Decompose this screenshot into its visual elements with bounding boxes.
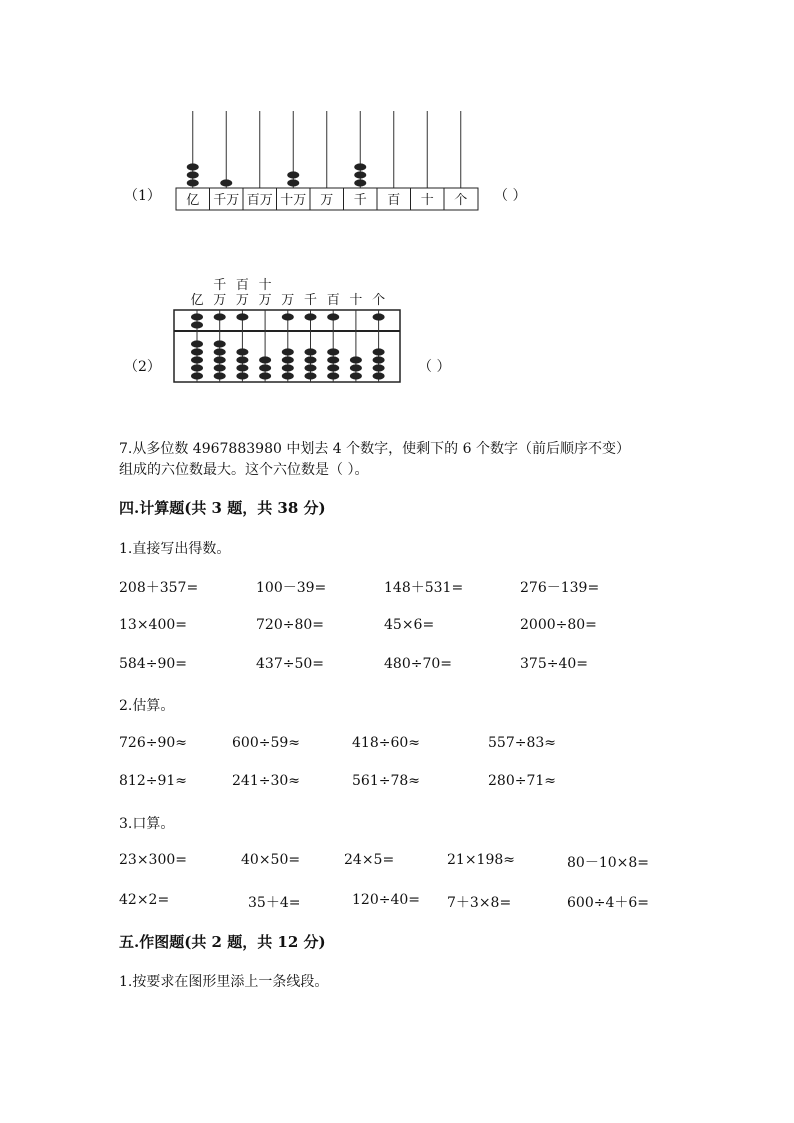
q3-problem: 600÷4＋6= [567,895,649,911]
abacus2-lower-bead [191,340,203,347]
abacus2-lower-bead [305,356,317,363]
abacus2-lower-bead [327,372,339,379]
q2-problem: 812÷91≈ [119,773,187,789]
abacus1-place-label: 千 [353,193,367,208]
abacus2-lower-bead [236,356,248,363]
q2-problem: 561÷78≈ [352,773,420,789]
q1-problem: 148＋531= [384,580,464,596]
q2-problem: 418÷60≈ [352,735,420,751]
q2-problem: 241÷30≈ [232,773,300,789]
abacus2-lower-bead [259,372,271,379]
abacus2-lower-bead [282,372,294,379]
abacus2-lower-bead [305,372,317,379]
q3-problem: 23×300= [119,852,187,868]
abacus2-lower-bead [305,364,317,371]
abacus2-lower-bead [282,364,294,371]
abacus2-lower-bead [214,340,226,347]
q1-problem: 375÷40= [520,656,588,672]
abacus2-place-label: 万 [213,293,227,308]
abacus1-place-label: 亿 [186,193,200,208]
q3-problem: 80－10×8= [567,855,649,871]
q3-problem: 42×2= [119,892,170,908]
abacus2-lower-bead [282,348,294,355]
abacus2-lower-bead [214,364,226,371]
q2-problem: 726÷90≈ [119,735,187,751]
q1-problem: 584÷90= [119,656,187,672]
abacus2-place-label: 万 [235,293,249,308]
section5-title: 五.作图题(共 2 题，共 12 分) [119,933,326,951]
abacus1-place-label: 百万 [246,193,273,208]
q2-problem: 557÷83≈ [488,735,556,751]
abacus2-lower-bead [350,372,362,379]
abacus1-bead [354,163,366,170]
abacus2-place-label: 千 [213,278,227,293]
abacus2-upper-bead [282,313,294,320]
abacus2-place-label: 百 [235,278,249,293]
q3-problem: 21×198≈ [447,852,515,868]
abacus2-place-label: 百 [326,293,340,308]
abacus2-place-label: 个 [372,293,386,308]
abacus1-place-label: 个 [454,193,468,208]
abacus2-lower-bead [373,348,385,355]
abacus2-lower-bead [327,348,339,355]
abacus2-lower-bead [373,364,385,371]
abacus2-label: （2） [124,359,161,375]
q7-line2: 组成的六位数最大。这个六位数是（ ）。 [119,462,369,478]
q3-problem: 35＋4= [248,895,301,911]
abacus2-lower-bead [327,356,339,363]
q3-problem: 40×50= [241,852,301,868]
q1-row-3 [0,656,794,676]
q3-problem: 120÷40= [352,892,420,908]
abacus1-place-label: 十 [420,193,434,208]
q2-row-1 [0,735,794,755]
abacus2-upper-bead [305,313,317,320]
abacus2-lower-bead [327,364,339,371]
abacus2-lower-bead [259,356,271,363]
abacus1-bead [220,179,232,186]
section4-title: 四.计算题(共 3 题，共 38 分) [119,499,326,517]
abacus2-lower-bead [191,364,203,371]
abacus1-bead [287,179,299,186]
abacus2-place-label: 十 [258,278,272,293]
abacus1-bead [354,179,366,186]
abacus2-lower-bead [236,364,248,371]
abacus2-place-label: 万 [258,293,272,308]
q3-row-1 [0,852,794,872]
q1-problem: 437÷50= [256,656,324,672]
q1-row-1 [0,577,794,597]
abacus2-place-label: 亿 [190,293,204,308]
abacus2-lower-bead [214,348,226,355]
q1-problem: 45×6= [384,617,435,633]
abacus2-lower-bead [305,348,317,355]
abacus1-place-label: 万 [320,193,334,208]
q1-problem: 2000÷80= [520,617,597,633]
abacus2-lower-bead [350,356,362,363]
abacus2-answer-blank[interactable]: （ ） [418,359,451,375]
abacus2-lower-bead [191,356,203,363]
abacus2-upper-bead [373,313,385,320]
abacus1-place-label: 百 [387,193,401,208]
abacus2-lower-bead [373,356,385,363]
q1-problem: 720÷80= [256,617,324,633]
q2-row-2 [0,773,794,793]
abacus1-bead [287,171,299,178]
q7-line1: 7.从多位数 4967883980 中划去 4 个数字，使剩下的 6 个数字（前后顺序不变） [119,441,630,457]
q1-problem: 100－39= [256,580,327,596]
q1-problem: 208＋357= [119,580,199,596]
abacus2-place-label: 万 [281,293,295,308]
q3-problem: 7＋3×8= [447,895,512,911]
q1-problem: 13×400= [119,617,187,633]
q1-row-2 [0,617,794,637]
abacus1-bead [354,171,366,178]
abacus2-lower-bead [191,348,203,355]
abacus1-place-label: 十万 [280,193,307,208]
q3-problem: 24×5= [344,852,395,868]
abacus1-figure [170,105,490,215]
section5-q1-title: 1.按要求在图形里添上一条线段。 [119,974,329,990]
abacus2-upper-bead [191,321,203,328]
abacus2-upper-bead [214,313,226,320]
abacus1-bead [187,163,199,170]
abacus2-place-label: 十 [349,293,363,308]
q1-problem: 480÷70= [384,656,452,672]
section4-q3-title: 3.口算。 [119,816,175,832]
abacus2-lower-bead [236,348,248,355]
abacus2-place-label: 千 [303,293,318,308]
abacus2-lower-bead [373,372,385,379]
abacus2-upper-bead [327,313,339,320]
section4-q1-title: 1.直接写出得数。 [119,541,231,557]
abacus2-lower-bead [236,372,248,379]
abacus2-upper-bead [236,313,248,320]
abacus2-figure [170,274,410,386]
abacus1-bead [187,171,199,178]
abacus2-lower-bead [214,372,226,379]
q1-problem: 276－139= [520,580,600,596]
abacus2-lower-bead [191,372,203,379]
abacus1-bead [187,179,199,186]
section4-q2-title: 2.估算。 [119,698,175,714]
abacus2-lower-bead [259,364,271,371]
q2-problem: 600÷59≈ [232,735,300,751]
abacus1-answer-blank[interactable]: （ ） [494,188,527,204]
abacus2-lower-bead [350,364,362,371]
q2-problem: 280÷71≈ [488,773,556,789]
abacus2-upper-bead [191,313,203,320]
abacus2-lower-bead [282,356,294,363]
abacus1-label: （1） [124,188,161,204]
abacus2-lower-bead [214,356,226,363]
q3-row-2 [0,892,794,912]
abacus1-place-label: 千万 [213,193,240,208]
